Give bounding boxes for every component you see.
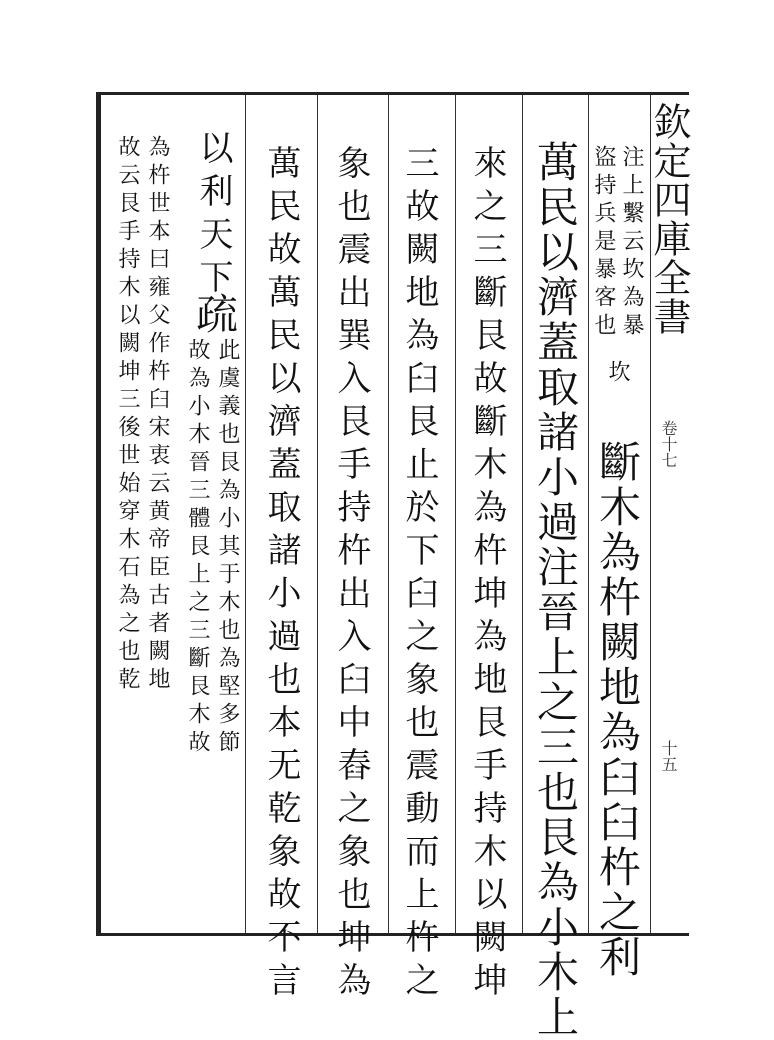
library-title: 欽定四庫全書 [647, 102, 691, 336]
annotation-column: 故為小木晉三體艮上之三斷艮木故 [185, 338, 210, 758]
annotation-column: 盜持兵是暴客也 [591, 145, 616, 341]
page-number: 十五 [659, 740, 678, 772]
commentary-column: 萬民故萬民以濟蓋取諸小過也本无乾象故不言 [261, 145, 301, 1005]
annotation-column: 注上繫云坎為暴 [619, 145, 644, 341]
commentary-column: 三故闕地為臼艮止於下臼之象也震動而上杵之 [399, 145, 439, 1005]
annotation-column: 此虞義也艮為小其于木也為堅多節 [215, 338, 240, 758]
column-rule [455, 95, 456, 933]
shu-marker: 疏 [190, 292, 239, 337]
commentary-column: 來之三斷艮故斷木為杵坤為地艮手持木以闕坤 [467, 145, 507, 1005]
main-text-column: 斷木為杵闕地為臼臼杵之利 [593, 440, 642, 980]
column-rule [588, 95, 589, 933]
main-text-column: 萬民以濟蓋取諸小過注晉上之三也艮為小木上 [531, 140, 580, 1040]
column-rule [388, 95, 389, 933]
column-rule [522, 95, 523, 933]
volume-label: 卷十七 [659, 420, 678, 468]
annotation-column: 為杵世本曰雍父作杵臼宋衷云黄帝臣古者闕地 [145, 135, 170, 695]
commentary-column: 象也震出巽入艮手持杵出入臼中舂之象也坤為 [331, 145, 371, 1005]
annotation-column: 故云艮手持木以闕坤三後世始穿木石為之也乾 [115, 135, 140, 695]
column-rule [245, 95, 246, 933]
annotation-column: 坎 [605, 360, 630, 388]
main-text-column: 以利天下 [193, 130, 233, 302]
column-rule [317, 95, 318, 933]
